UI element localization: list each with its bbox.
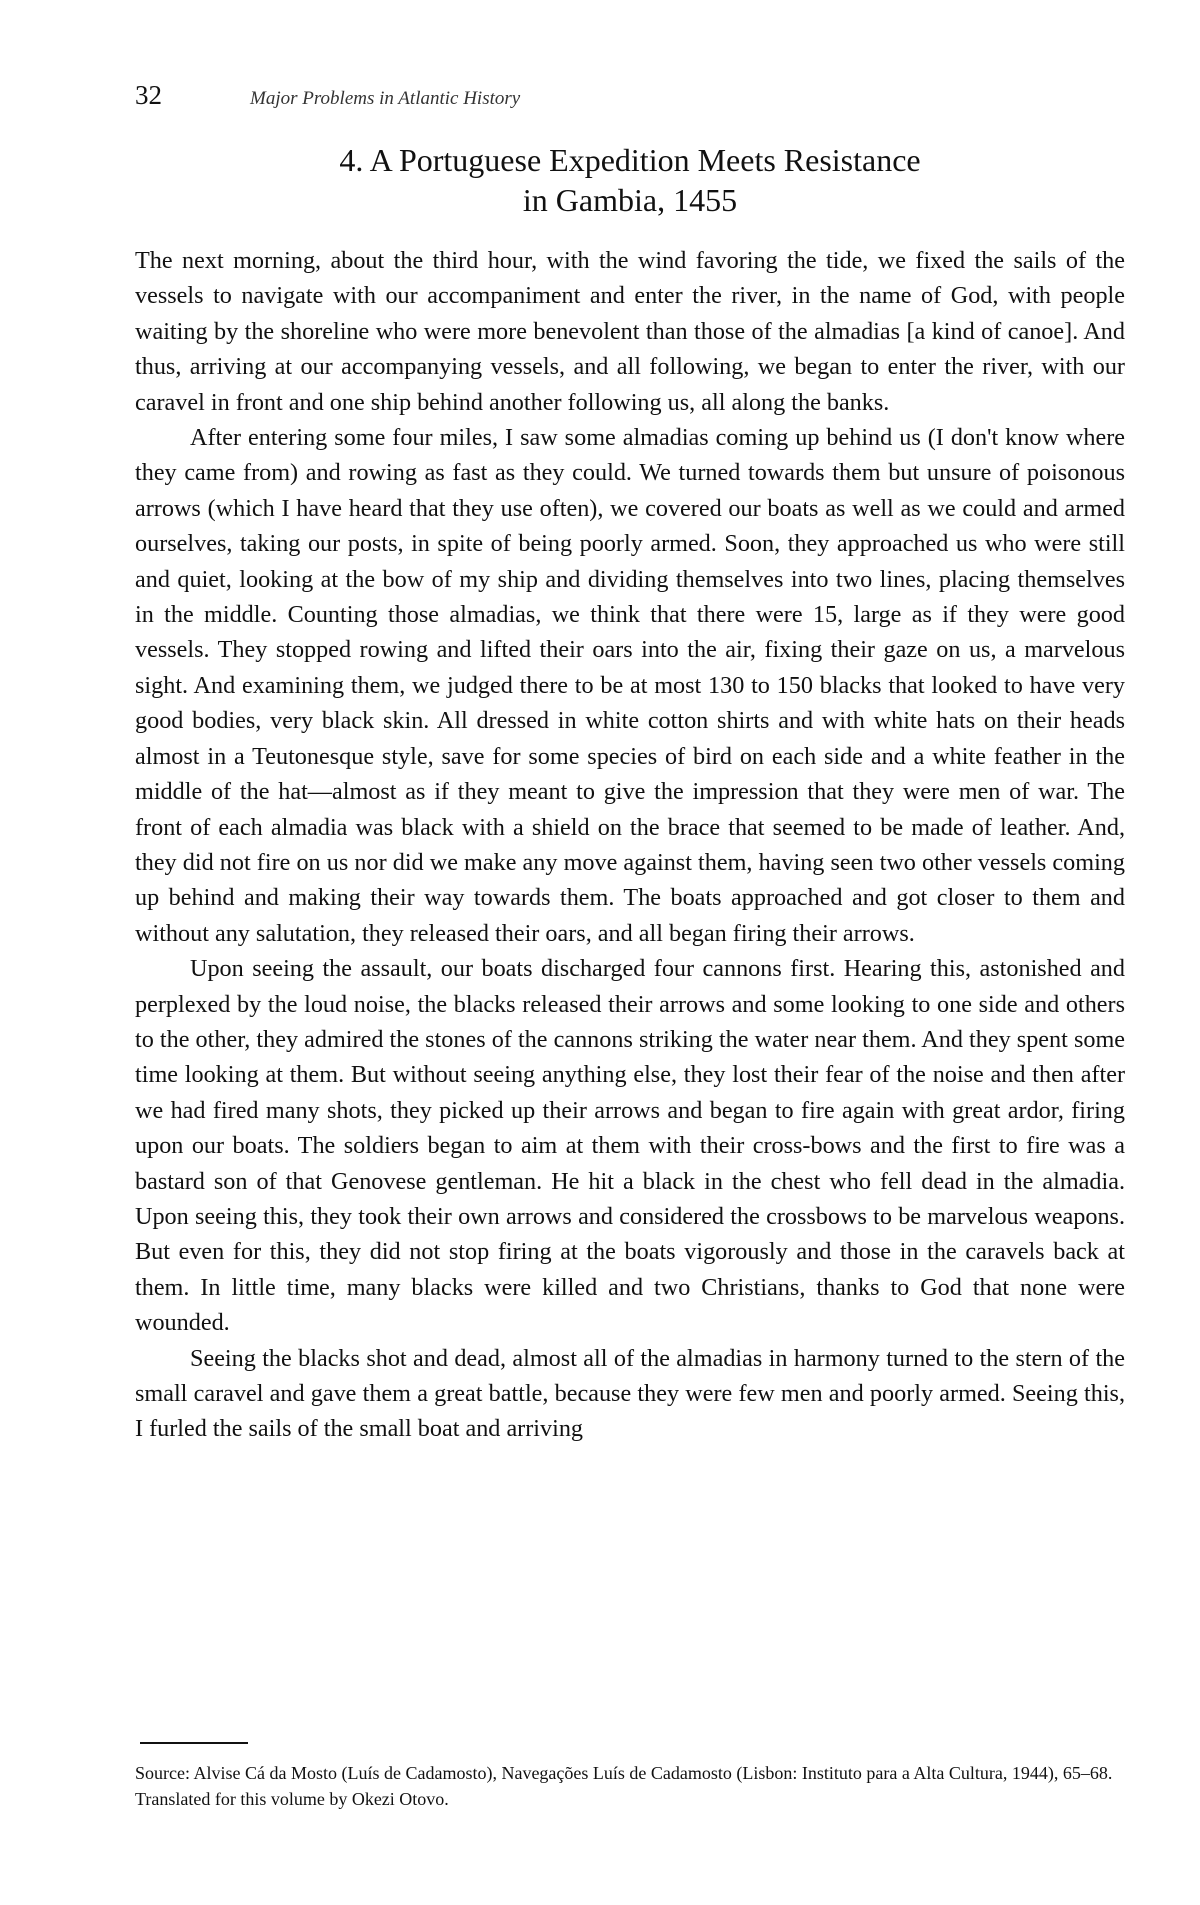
document-title-line-1: 4. A Portuguese Expedition Meets Resistance — [339, 142, 921, 178]
body-paragraph-3: Upon seeing the assault, our boats discharged four cannons first. Hearing this, astonished and perplexed by the loud noise, the blacks released their arrows and some looking to one side and others to the other, they admired the stones of the cannons striking the water near them. And they spent some time looking at them. But without seeing anything else, they lost their fear of the noise and then after we had fired many shots, they picked up their arrows and began to fire again with great ardor, firing upon our boats. The soldiers began to aim at them with their cross-bows and the first to fire was a bastard son of that Genovese gentleman. He hit a black in the chest who fell dead in the almadia. Upon seeing this, they took their own arrows and considered the crossbows to be marvelous weapons. But even for this, they did not stop firing at the boats vigorously and those in the caravels back at them. In little time, many blacks were killed and two Christians, thanks to God that none were wounded. — [135, 955, 1125, 1337]
body-paragraph-1: The next morning, about the third hour, with the wind favoring the tide, we fixed the sails of the vessels to navigate with our accompaniment and enter the river, in the name of God, with people waiting by the shoreline who were more benevolent than those of the almadias [a kind of canoe]. And thus, arriving at our accompanying vessels, and all following, we began to enter the river, with our caravel in front and one ship behind another following us, all along the banks. — [135, 247, 1125, 416]
running-title: Major Problems in Atlantic History — [250, 88, 521, 109]
source-note: Source: Alvise Cá da Mosto (Luís de Cadamosto), Navegações Luís de Cadamosto (Lisbon: Instituto para a Alta Cultura, 1944), 65–68. Translated for this volume by Okezi Otovo. — [135, 1763, 1113, 1809]
document-title — [135, 140, 1125, 220]
footnote-rule — [140, 1742, 248, 1744]
body-paragraph-4: Seeing the blacks shot and dead, almost all of the almadias in harmony turned to the stern of the small caravel and gave them a great battle, because they were few men and poorly armed. Seeing this, I furled the sails of the small boat and arriving — [135, 1344, 1125, 1443]
document-title-line-2: in Gambia, 1455 — [522, 182, 738, 218]
document-body — [135, 243, 1125, 1447]
body-paragraph-2: After entering some four miles, I saw some almadias coming up behind us (I don't know where they came from) and rowing as fast as they could. We turned towards them but unsure of poisonous arrows (which I have heard that they use often), we covered our boats as well as we could and armed ourselves, taking our posts, in spite of being poorly armed. Soon, they approached us who were still and quiet, looking at the bow of my ship and dividing themselves into two lines, placing themselves in the middle. Counting those almadias, we think that there were 15, large as if they were good vessels. They stopped rowing and lifted their oars into the air, fixing their gaze on us, a marvelous sight. And examining them, we judged there to be at most 130 to 150 blacks that looked to have very good bodies, very black skin. All dressed in white cotton shirts and with white hats on their heads almost in a Teutonesque style, save for some species of bird on each side and a white feather in the middle of the hat—almost as if they meant to give the impression that they were men of war. The front of each almadia was black with a shield on the brace that seemed to be made of leather. And, they did not fire on us nor did we make any move against them, having seen two other vessels coming up behind and making their way towards them. The boats approached and got closer to them and without any salutation, they released their oars, and all began firing their arrows. — [135, 424, 1125, 947]
page-number: 32 — [135, 80, 162, 110]
running-head — [135, 80, 735, 110]
